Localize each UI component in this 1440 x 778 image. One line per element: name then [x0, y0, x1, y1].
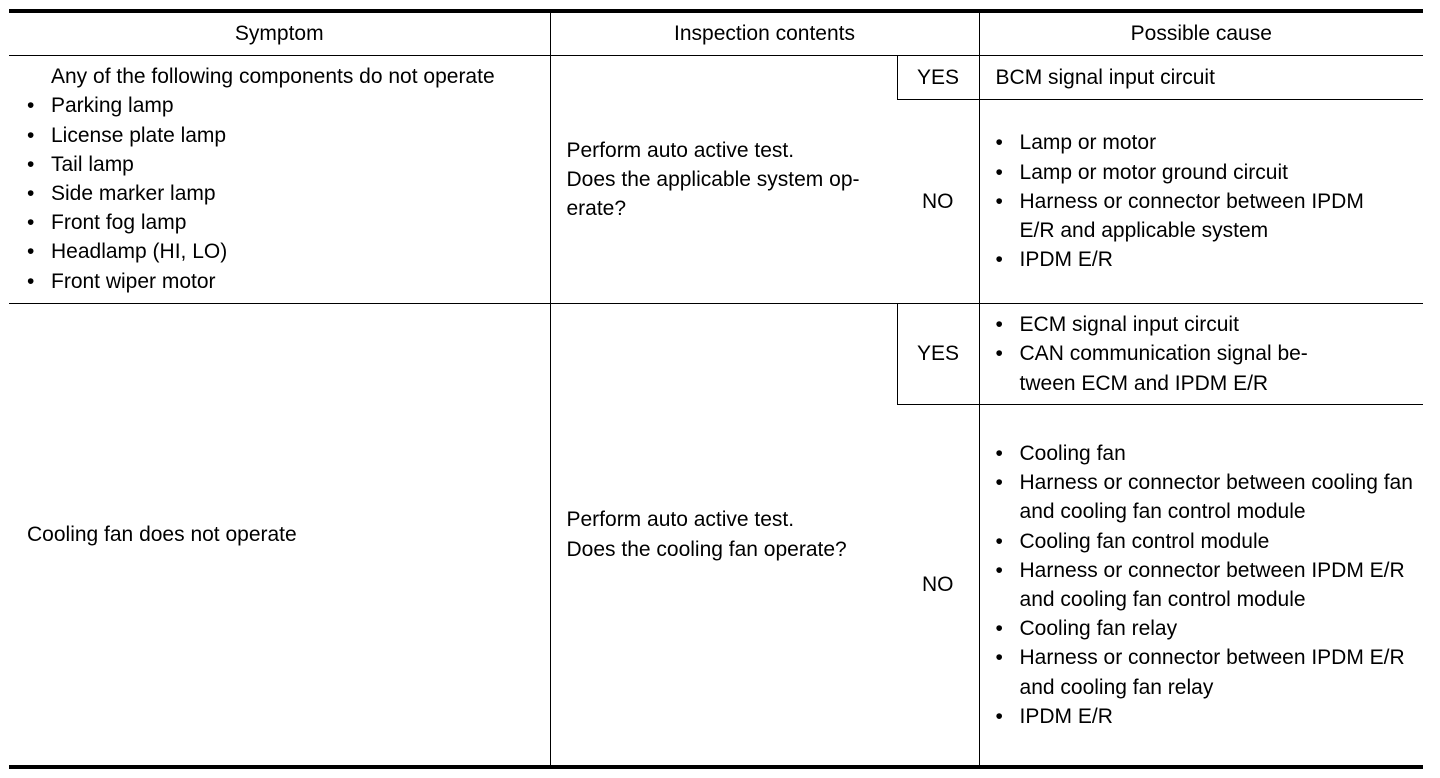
list-item: • Tail lamp [27, 150, 550, 179]
no-causes-cell [979, 405, 1423, 768]
list-item: • License plate lamp [27, 121, 550, 150]
yes-label: YES [897, 56, 979, 100]
header-symptom: Symptom [9, 11, 550, 56]
list-item: • Harness or connector between cooling fan and cooling fan control module [996, 468, 1416, 526]
list-item: • IPDM E/R [996, 702, 1416, 731]
list-item: • Harness or connector between IPDM E/R and cooling fan control module [996, 556, 1416, 614]
yes-causes-list [996, 310, 1416, 398]
list-item: • Parking lamp [27, 91, 550, 120]
table-row [9, 304, 1423, 405]
yes-cause: BCM signal input circuit [979, 56, 1423, 100]
diagnosis-table-container [9, 9, 1423, 769]
list-item: • ECM signal input circuit [996, 310, 1416, 339]
symptom-title: Any of the following components do not operate [51, 65, 495, 89]
list-item: • CAN communication signal be-tween ECM and IPDM E/R [996, 339, 1416, 397]
inspection-line: Perform auto active test. [566, 508, 795, 532]
yes-label: YES [897, 304, 979, 405]
no-label: NO [897, 100, 979, 304]
list-item: • Cooling fan control module [996, 527, 1416, 556]
list-item: • Lamp or motor [996, 128, 1416, 157]
list-item: • Cooling fan [996, 439, 1416, 468]
inspection-line: Does the applicable system op- [566, 167, 860, 191]
symptom-cell [9, 56, 550, 304]
list-item: • Front wiper motor [27, 267, 550, 296]
no-causes-cell [979, 100, 1423, 304]
list-item: • IPDM E/R [996, 245, 1416, 274]
list-item: • Front fog lamp [27, 208, 550, 237]
inspection-cell [550, 304, 897, 768]
list-item: • Cooling fan relay [996, 614, 1416, 643]
list-item: • Headlamp (HI, LO) [27, 237, 550, 266]
symptom-cell: Cooling fan does not operate [9, 304, 550, 768]
diagnosis-table [9, 9, 1423, 769]
no-causes-list [996, 128, 1416, 274]
yes-causes-cell [979, 304, 1423, 405]
list-item: • Harness or connector between IPDM E/R and cooling fan relay [996, 643, 1416, 701]
list-item: • Side marker lamp [27, 179, 550, 208]
header-possible-cause: Possible cause [979, 11, 1423, 56]
header-row [9, 11, 1423, 56]
symptom-list [27, 91, 550, 295]
no-causes-list [996, 439, 1416, 731]
inspection-line: Perform auto active test. [566, 138, 795, 162]
table-row [9, 56, 1423, 100]
list-item: • Lamp or motor ground circuit [996, 158, 1416, 187]
list-item: • Harness or connector between IPDM E/R and applicable system [996, 187, 1416, 245]
inspection-line: erate? [566, 197, 627, 221]
header-inspection-contents: Inspection contents [550, 11, 979, 56]
no-label: NO [897, 405, 979, 768]
inspection-cell [550, 56, 897, 304]
inspection-line: Does the cooling fan operate? [566, 537, 847, 561]
